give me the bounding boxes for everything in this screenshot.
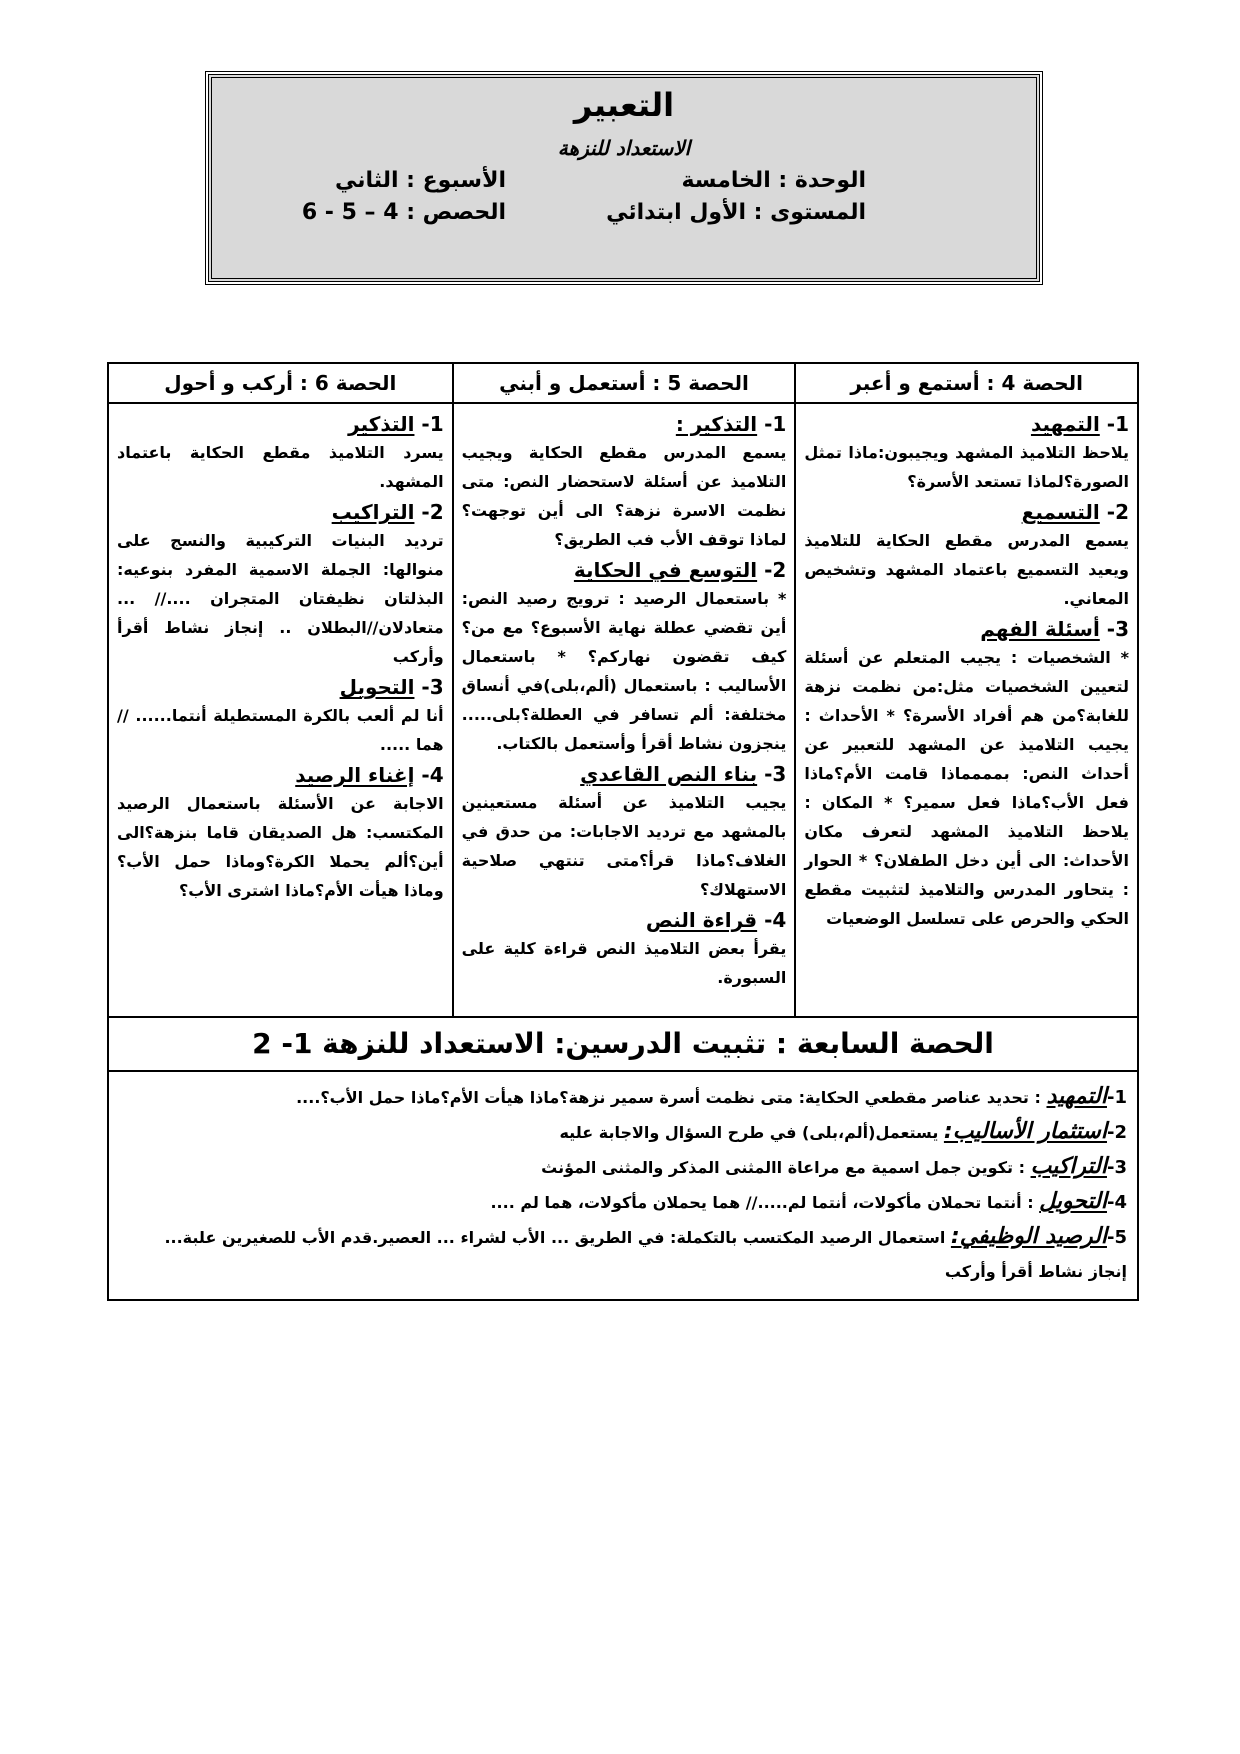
seventh-line: 2-استثمار الأساليب: يستعمل(ألم،بلى) في طرح السؤال والاجابة عليه (559, 1119, 1127, 1144)
seventh-line: 3-التراكيب : تكوين جمل اسمية مع مراعاة االمثنى المذكر والمثنى المؤنث (541, 1154, 1127, 1179)
header-box (208, 74, 1040, 282)
seventh-line: 1-التمهيد : تحديد عناصر مقطعي الحكاية: متى نظمت أسرة سمير نزهة؟ماذا هيأت الأم؟ماذا حمل الأب؟.... (296, 1084, 1127, 1109)
section-text: * باستعمال الرصيد : ترويج رصيد النص: أين تقضي عطلة نهاية الأسبوع؟ مع من؟كيف تقضون نهاركم؟ * باستعمال الأساليب : باستعمال (ألم،بلى)في أنساق مختلفة: ألم تسافر في العطلة؟بلى..... ينجزون نشاط أقرأ وأستعمل بالكتاب. (461, 589, 787, 753)
page-title: التعبير (573, 86, 675, 124)
section-text: * الشخصيات : يجيب المتعلم عن أسئلة لتعيين الشخصيات مثل:من نظمت نزهة للغابة؟من هم أفراد الأسرة؟ * الأحداث : يجيب التلاميذ عن المشهد للتعبير عن أحداث النص: بمممماذا قامت الأم؟ماذا فعل الأب؟ماذا فعل سمير؟ * المكان : يلاحظ التلاميذ المشهد لتعرف مكان الأحداث: الى أين دخل الطفلان؟ * الحوار : يتحاور المدرس والتلاميذ لتثبيت مقطع الحكي والحرص على تسلسل الوضعيات (804, 648, 1129, 928)
seventh-line: 5-الرصيد الوظيفي: استعمال الرصيد المكتسب بالتكملة: في الطريق ... الأب لشراء ... العصير.قدم الأب للصغيرين علبة... (164, 1224, 1127, 1249)
lesson-subtitle: الاستعداد للنزهة (557, 136, 691, 160)
section-title: 4- قراءة النص (645, 908, 787, 932)
session-6-column (109, 364, 452, 1016)
section-title: 2- التسميع (1021, 500, 1129, 524)
section-text: يجيب التلاميذ عن أسئلة مستعينين بالمشهد مع ترديد الاجابات: من حدق في الغلاف؟ماذا قرأ؟متى تنتهي صلاحية الاستهلاك؟ (461, 793, 787, 899)
session-6-body (109, 404, 452, 1016)
lesson-table (107, 362, 1139, 1301)
section-title: 2- التراكيب (331, 500, 444, 524)
section-title: 3- التحويل (339, 675, 444, 699)
section-title: 1- التذكير : (675, 412, 787, 436)
session-6-heading: الحصة 6 : أركب و أحول (109, 364, 452, 404)
session-4-column (794, 364, 1137, 1016)
sessions-label: الحصص : 4 – 5 - 6 (301, 200, 506, 225)
level-label: المستوى : الأول ابتدائي (606, 200, 866, 225)
seventh-line: إنجاز نشاط أقرأ وأركب (944, 1262, 1127, 1281)
section-title: 2- التوسع في الحكاية (573, 558, 787, 582)
section-title: 1- التذكير (348, 412, 444, 436)
section-text: يسرد التلاميذ مقطع الحكاية باعتماد المشهد. (117, 443, 444, 491)
section-title: 3- بناء النص القاعدي (580, 762, 787, 786)
week-label: الأسبوع : الثاني (334, 168, 506, 193)
seventh-session-body (109, 1070, 1137, 1299)
session-5-column (452, 364, 795, 1016)
seventh-session-title: الحصة السابعة : تثبيت الدرسين: الاستعداد للنزهة 1- 2 (109, 1016, 1137, 1070)
section-text: ترديد البنيات التركيبية والنسج على منوالها: الجملة الاسمية المفرد بنوعيه: البذلتان نظيفتان المتجران ....// ... متعادلان//البطلان .. إنجاز نشاط أقرأ وأركب (117, 531, 444, 666)
session-5-heading: الحصة 5 : أستعمل و أبني (454, 364, 795, 404)
seventh-line: 4-التحويل : أنتما تحملان مأكولات، أنتما لم.....// هما يحملان مأكولات، هما لم .... (490, 1189, 1127, 1214)
session-4-body (796, 404, 1137, 1016)
section-title: 1- التمهيد (1030, 412, 1129, 436)
section-text: أنا لم ألعب بالكرة المستطيلة أنتما...... // هما ..... (117, 706, 444, 754)
section-text: يسمع المدرس مقطع الحكاية للتلاميذ ويعيد التسميع باعتماد المشهد وتشخيص المعاني. (804, 531, 1129, 608)
session-5-body (454, 404, 795, 1016)
section-text: يقرأ بعض التلاميذ النص قراءة كلية على السبورة. (461, 939, 787, 987)
session-4-heading: الحصة 4 : أستمع و أعبر (796, 364, 1137, 404)
section-text: يلاحظ التلاميذ المشهد ويجيبون:ماذا تمثل الصورة؟لماذا تستعد الأسرة؟ (804, 443, 1129, 491)
section-text: يسمع المدرس مقطع الحكاية ويجيب التلاميذ عن أسئلة لاستحضار النص: متى نظمت الاسرة نزهة؟ الى أين توجهت؟لماذا توقف الأب فب الطريق؟ (461, 443, 787, 549)
section-title: 3- أسئلة الفهم (980, 617, 1129, 641)
unit-label: الوحدة : الخامسة (681, 168, 866, 193)
sessions-columns (109, 364, 1137, 1016)
section-text: الاجابة عن الأسئلة باستعمال الرصيد المكتسب: هل الصديقان قاما بنزهة؟الى أين؟ألم يحملا الكرة؟وماذا حمل الأب؟ وماذا هيأت الأم؟ماذا اشترى الأب؟ (117, 794, 444, 900)
section-title: 4- إغناء الرصيد (295, 763, 444, 787)
